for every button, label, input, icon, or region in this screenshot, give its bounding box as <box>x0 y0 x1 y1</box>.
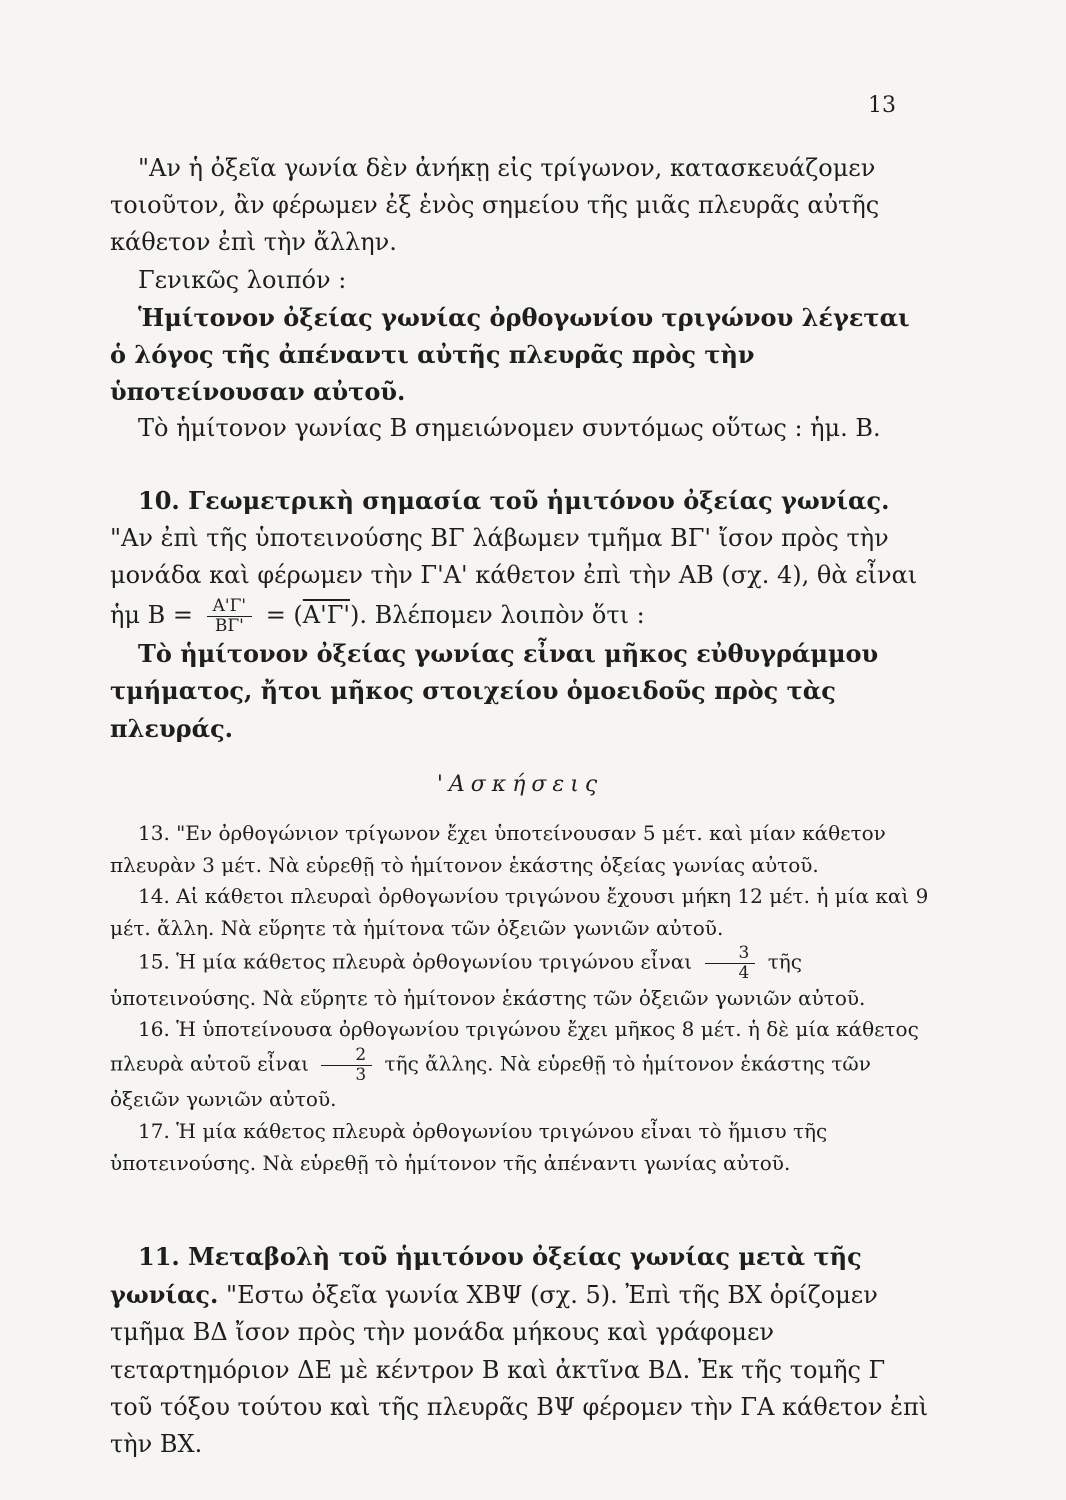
intro-block <box>110 150 930 448</box>
exercise-13: 13. "Εν ὀρθογώνιον τρίγωνον ἔχει ὑποτείνουσαν 5 μέτ. καὶ μίαν κάθετον πλευρὰν 3 μέτ. Νὰ εὑρεθῇ τὸ ἡμίτονον ἑκάστης ὀξείας γωνίας αὐτοῦ. <box>110 821 886 877</box>
exercise-16-numerator: 2 <box>321 1046 372 1066</box>
exercise-17: 17. Ἡ μία κάθετος πλευρὰ ὀρθογωνίου τριγώνου εἶναι τὸ ἥμισυ τῆς ὑποτεινούσης. Νὰ εὑρεθῇ τὸ ἡμίτονον τῆς ἀπέναντι γωνίας αὐτοῦ. <box>110 1119 828 1175</box>
exercise-16-fraction <box>321 1046 372 1084</box>
exercise-16-denominator: 3 <box>355 1064 367 1085</box>
section-11-title: 11. Μεταβολὴ τοῦ ἡμιτόνου ὀξείας γωνίας μετὰ τῆς γωνίας. <box>110 1242 862 1310</box>
page-number: 13 <box>868 93 896 118</box>
sine-formula <box>110 597 930 636</box>
exercise-16 <box>110 1014 930 1116</box>
section-10 <box>110 482 930 747</box>
exercises-section <box>110 768 930 1179</box>
exercise-15-start: 15. Ἡ μία κάθετος πλευρὰ ὀρθογωνίου τριγώνου εἶναι <box>138 950 693 975</box>
exercise-15-denominator: 4 <box>738 963 750 984</box>
formula-tail: Βλέπομεν λοιπὸν ὅτι : <box>374 600 645 629</box>
exercise-15 <box>110 944 930 1014</box>
exercise-14: 14. Αἱ κάθετοι πλευραὶ ὀρθογωνίου τριγώνου ἔχουσι μήκη 12 μέτ. ἡ μία καὶ 9 μέτ. ἄλλη. Νὰ εὕρητε τὰ ἡμίτονα τῶν ὀξειῶν γωνιῶν αὐτοῦ. <box>110 884 929 940</box>
exercise-15-fraction <box>705 944 756 982</box>
formula-denominator: ΒΓ' <box>214 615 244 636</box>
section-11-text: "Εστω ὀξεῖα γωνία ΧΒΨ (σχ. 5). Ἐπὶ τῆς ΒΧ ὁρίζομεν τμῆμα ΒΔ ἴσον πρὸς τὴν μονάδα μήκους καὶ γράφομεν τεταρτημόριον ΔΕ μὲ κέντρον Β καὶ ἀκτῖνα ΒΔ. Ἐκ τῆς τομῆς Γ τοῦ τόξου τούτου καὶ τῆς πλευρᾶς ΒΨ φέρομεν τὴν ΓΑ κάθετον ἐπὶ τὴν ΒΧ. <box>110 1281 929 1458</box>
formula-numerator: Α'Γ' <box>207 597 252 617</box>
section-10-text: "Αν ἐπὶ τῆς ὑποτεινούσης ΒΓ λάβωμεν τμῆμα ΒΓ' ἴσον πρὸς τὴν μονάδα καὶ φέρωμεν τὴν Γ'Α' κάθετον ἐπὶ τὴν ΑΒ (σχ. 4), θὰ εἶναι <box>110 524 918 590</box>
intro-paragraph: "Αν ἡ ὀξεῖα γωνία δὲν ἀνήκῃ εἰς τρίγωνον, κατασκευάζομεν τοιοῦτον, ἂν φέρωμεν ἐξ ἑνὸς σημείου τῆς μιᾶς πλευρᾶς αὐτῆς κάθετον ἐπὶ τὴν ἄλλην. <box>110 154 880 257</box>
formula-end: ). <box>349 600 367 629</box>
section-10-paragraph <box>110 482 930 595</box>
general-statement: Γενικῶς λοιπόν : <box>138 265 347 294</box>
formula-left: ἡμ Β = <box>110 600 193 629</box>
exercise-15-end: τῆς ὑποτεινούσης. Νὰ εὕρητε τὸ ἡμίτονον ἑκάστης τῶν ὀξειῶν γωνιῶν αὐτοῦ. <box>110 950 866 1010</box>
section-11 <box>110 1238 930 1463</box>
formula-equals: = ( <box>265 600 303 629</box>
sine-geometric-rule: Τὸ ἡμίτονον ὀξείας γωνίας εἶναι μῆκος εὐθυγράμμου τμήματος, ἤτοι μῆκος στοιχείου ὁμοειδοῦς πρὸς τὰς πλευράς. <box>110 639 879 743</box>
exercise-16-start: 16. Ἡ ὑποτείνουσα ὀρθογωνίου τριγώνου ἔχει μῆκος 8 μέτ. ἡ δὲ μία κάθετος πλευρὰ αὐτοῦ εἶναι <box>110 1017 919 1076</box>
notation-paragraph: Τὸ ἡμίτονον γωνίας Β σημειώνομεν συντόμως οὕτως : ἡμ. Β. <box>138 414 881 443</box>
section-11-paragraph <box>110 1238 930 1463</box>
formula-segment: Α'Γ' <box>302 600 350 629</box>
exercise-15-numerator: 3 <box>705 944 756 964</box>
exercises-title: 'Ασκήσεις <box>436 772 604 797</box>
sine-definition: Ἡμίτονον ὀξείας γωνίας ὀρθογωνίου τριγώνου λέγεται ὁ λόγος τῆς ἀπέναντι αὐτῆς πλευρᾶς πρὸς τὴν ὑποτείνουσαν αὐτοῦ. <box>110 302 910 407</box>
formula-fraction <box>207 597 252 635</box>
exercise-16-end: τῆς ἄλλης. Νὰ εὑρεθῇ τὸ ἡμίτονον ἑκάστης τῶν ὀξειῶν γωνιῶν αὐτοῦ. <box>110 1051 871 1112</box>
section-10-title: 10. Γεωμετρικὴ σημασία τοῦ ἡμιτόνου ὀξείας γωνίας. <box>138 486 890 515</box>
